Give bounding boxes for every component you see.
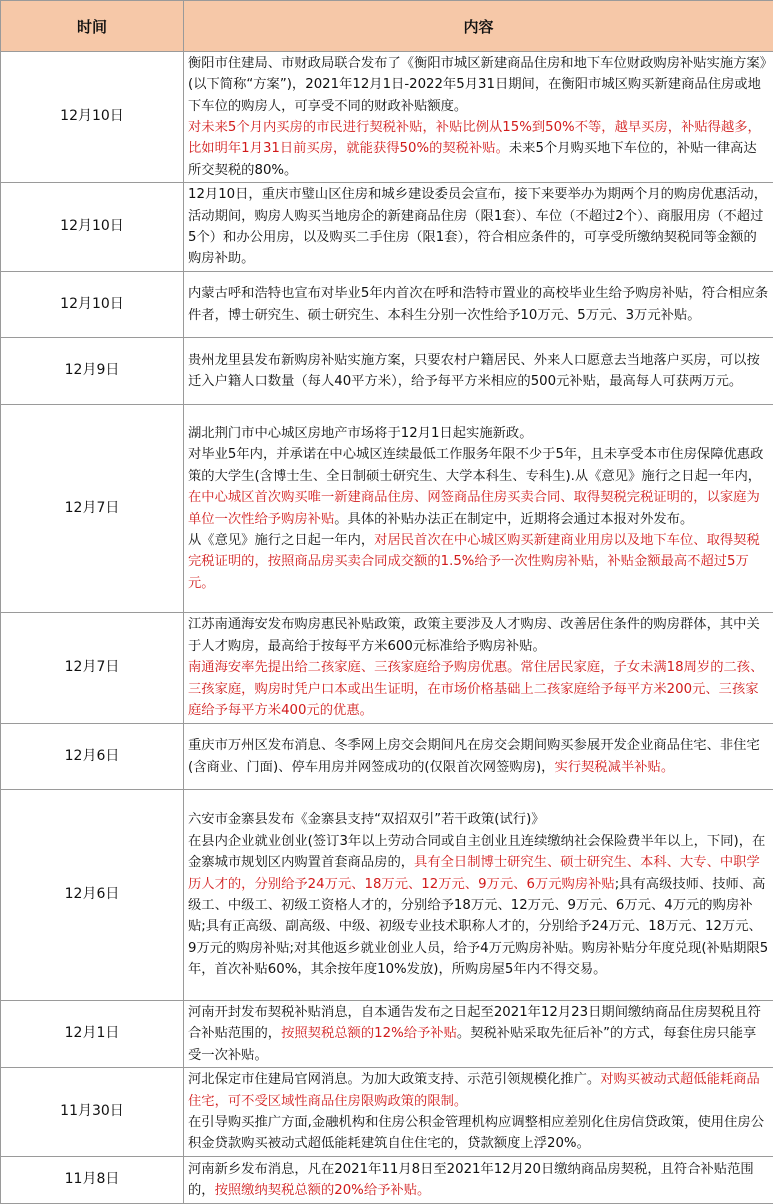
body-text: 湖北荆门市中心城区房地产市场将于12月1日起实施新政。	[188, 426, 533, 441]
header-row	[1, 1, 773, 52]
row-date: 12月1日	[1, 1001, 184, 1068]
row-content	[184, 338, 773, 405]
row-date: 12月10日	[1, 183, 184, 272]
row-date: 12月9日	[1, 338, 184, 405]
body-text: 内蒙古呼和浩特也宣布对毕业5年内首次在呼和浩特市置业的高校毕业生给予购房补贴，符合相应条件者，博士研究生、硕士研究生、本科生分别一次性给予10万元、5万元、3万元补贴。	[188, 286, 768, 322]
table-row	[1, 183, 773, 272]
row-date: 12月10日	[1, 52, 184, 183]
row-content	[184, 1157, 773, 1204]
highlight-text: 对购买被动式超低能耗商品住宅，可不受区域性商品住房限购政策的限制。	[188, 1072, 760, 1108]
row-content	[184, 52, 773, 183]
highlight-text: 按照契税总额的12%给予补贴	[281, 1026, 457, 1041]
row-content	[184, 1068, 773, 1157]
table-body	[1, 52, 773, 1204]
body-text: 六安市金寨县发布《金寨县支持“双招双引”若干政策(试行)》	[188, 812, 545, 827]
content-header: 内容	[184, 1, 773, 52]
row-content	[184, 790, 773, 1001]
body-text: 河北保定市住建局官网消息。为加大政策支持、示范引领规模化推广。	[188, 1072, 600, 1087]
highlight-text: 南通海安率先提出给二孩家庭、三孩家庭给予购房优惠。常住居民家庭，子女未满18周岁的二孩、三孩家庭，购房时凭户口本或出生证明，在市场价格基础上二孩家庭给予每平方米200元、三孩家庭给予每平方米400元的优惠。	[188, 660, 763, 718]
body-text: 江苏南通海安发布购房惠民补贴政策，政策主要涉及人才购房、改善居住条件的购房群体，其中关于人才购房，最高给于按每平方米600元标准给予购房补贴。	[188, 617, 760, 653]
row-date: 12月7日	[1, 613, 184, 724]
body-text: 12月10日，重庆市璧山区住房和城乡建设委员会宣布，接下来要举办为期两个月的购房优惠活动，活动期间，购房人购买当地房企的新建商品住房（限1套）、车位（不超过2个）、商服用房（不超过5个）和办公用房，以及购买二手住房（限1套），符合相应条件的，可享受所缴纳契税同等金额的购房补助。	[188, 187, 767, 266]
row-content	[184, 405, 773, 613]
body-text: 河南新乡发布消息，凡在2021年11月8日至2021年12月20日缴纳商品房契税，且符合补贴范围的，	[188, 1162, 754, 1198]
highlight-text: 按照缴纳契税总额的20%给予补贴。	[215, 1183, 431, 1198]
body-text: 在县内企业就业创业(签订3年以上劳动合同或自主创业且连续缴纳社会保险费半年以上，下同)，在金寨城市规划区内购置首套商品房的，	[188, 834, 765, 870]
body-text: 从《意见》施行之日起一年内，	[188, 533, 374, 548]
table-row	[1, 1068, 773, 1157]
table-row	[1, 790, 773, 1001]
body-text: 对毕业5年内，并承诺在中心城区连续最低工作服务年限不少于5年，且未享受本市住房保障优惠政策的大学生(含博士生、全日制硕士研究生、大学本科生、专科生).从《意见》施行之日起一年内，	[188, 447, 763, 483]
highlight-text: 具有全日制博士研究生、硕士研究生、本科、大专、中职学历人才的，分别给予24万元、18万元、12万元、9万元、6万元购房补贴	[188, 855, 760, 891]
body-text: 衡阳市住建局、市财政局联合发布了《衡阳市城区新建商品住房和地下车位财政购房补贴实施方案》(以下简称“方案”)，2021年12月1日-2022年5月31日期间，在衡阳市城区购买新建商品住房或地下车位的购房人，可享受不同的财政补贴额度。	[188, 56, 766, 114]
table-row	[1, 1001, 773, 1068]
body-text: 重庆市万州区发布消息、冬季网上房交会期间凡在房交会期间购买参展开发企业商品住宅、非住宅(含商业、门面)、停车用房并网签成功的(仅限首次网签购房)，	[188, 738, 760, 774]
body-text: 未来5个月购买地下车位的，补贴一律高达所交契税的80%。	[188, 141, 757, 177]
table-row	[1, 724, 773, 790]
highlight-text: 对未来5个月内买房的市民进行契税补贴，补贴比例从15%到50%不等，越早买房，补贴得越多，比如明年1月31日前买房，就能获得50%的契税补贴。	[188, 120, 761, 156]
table-row	[1, 338, 773, 405]
row-content	[184, 183, 773, 272]
row-content	[184, 272, 773, 338]
row-date: 11月30日	[1, 1068, 184, 1157]
table-row	[1, 613, 773, 724]
body-text: 河南开封发布契税补贴消息，自本通告发布之日起至2021年12月23日期间缴纳商品住房契税且符合补贴范围的，	[188, 1005, 761, 1041]
table-row	[1, 272, 773, 338]
body-text: 贵州龙里县发布新购房补贴实施方案，只要农村户籍居民、外来人口愿意去当地落户买房，可以按迁入户籍人口数量（每人40平方米），给予每平方米相应的500元补贴，最高每人可获两万元。	[188, 353, 760, 389]
highlight-text: 对居民首次在中心城区购买新建商业用房以及地下车位、取得契税完税证明的，按照商品房买卖合同成交额的1.5%给予一次性购房补贴，补贴金额最高不超过5万元。	[188, 533, 760, 591]
table-row	[1, 1157, 773, 1204]
row-content	[184, 1001, 773, 1068]
highlight-text: 在中心城区首次购买唯一新建商品住房、网签商品住房买卖合同、取得契税完税证明的，以家庭为单位一次性给予购房补贴	[188, 490, 760, 526]
row-content	[184, 613, 773, 724]
time-header: 时间	[1, 1, 184, 52]
table-row	[1, 52, 773, 183]
row-date: 12月6日	[1, 724, 184, 790]
table-row	[1, 405, 773, 613]
body-text: 在引导购买推广方面,金融机构和住房公积金管理机构应调整相应差别化住房信贷政策，使用住房公积金贷款购买被动式超低能耗建筑自住住宅的，贷款额度上浮20%。	[188, 1115, 764, 1151]
row-date: 12月10日	[1, 272, 184, 338]
row-date: 12月6日	[1, 790, 184, 1001]
body-text: ;具有高级技师、技师、高级工、中级工、初级工资格人才的，分别给予18万元、12万元、9万元、6万元、4万元的购房补贴;具有正高级、副高级、中级、初级专业技术职称人才的，分别给予24万元、18万元、12万元、9万元的购房补贴;对其他返乡就业创业人员，给予4万元购房补贴。购房补贴分年度兑现(补贴期限5年，首次补贴60%，其余按年度10%发放)，所购房屋5年内不得交易。	[188, 877, 768, 978]
highlight-text: 实行契税减半补贴。	[554, 760, 674, 775]
row-content	[184, 724, 773, 790]
body-text: 。契税补贴采取先征后补”的方式，每套住房只能享受一次补贴。	[188, 1026, 756, 1062]
row-date: 12月7日	[1, 405, 184, 613]
row-date: 11月8日	[1, 1157, 184, 1204]
body-text: 。具体的补贴办法正在制定中，近期将会通过本报对外发布。	[334, 512, 693, 527]
